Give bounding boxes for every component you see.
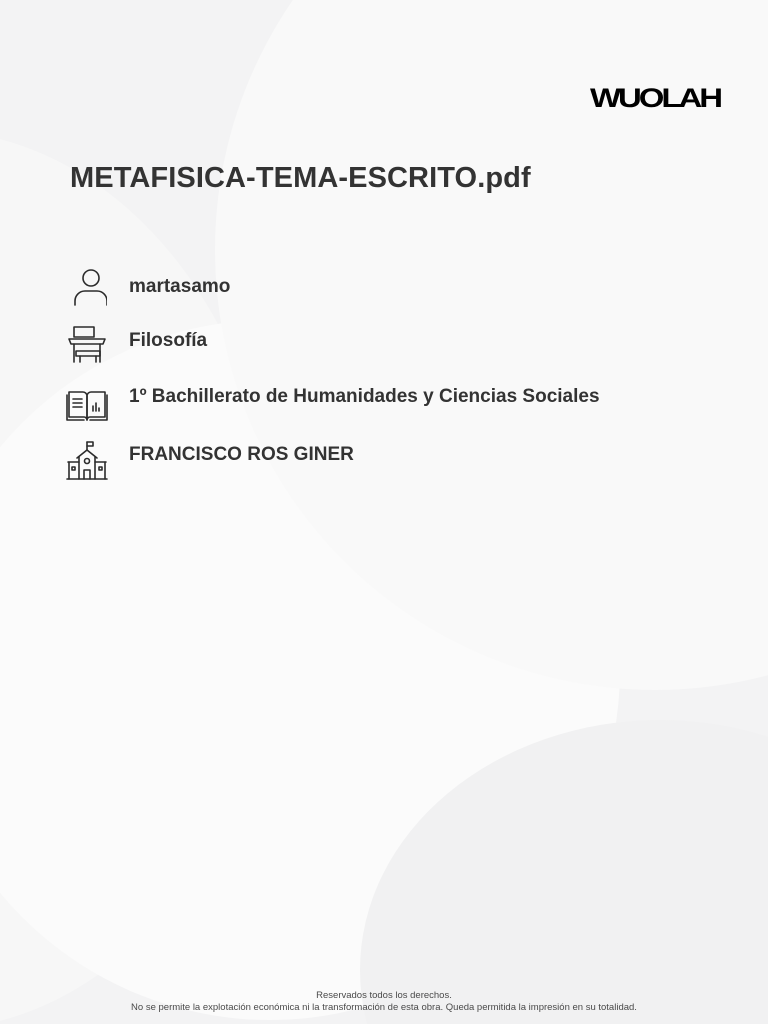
school-icon [66, 440, 108, 482]
footer-license: No se permite la explotación económica ni la transformación de esta obra. Queda permitida la impresión en su totalidad. [131, 1002, 637, 1013]
subject-name: Filosofía [129, 330, 208, 351]
user-icon [66, 266, 108, 308]
footer-rights: Reservados todos los derechos. [316, 990, 452, 1001]
desk-icon [66, 324, 108, 366]
meta-row-user [66, 266, 231, 308]
wuolah-logo [590, 84, 722, 110]
document-title: METAFISICA-TEMA-ESCRITO.pdf [70, 162, 531, 194]
meta-row-school [66, 440, 354, 482]
book-icon [66, 384, 108, 426]
school-name: FRANCISCO ROS GINER [129, 444, 354, 465]
user-name: martasamo [129, 276, 231, 297]
footer-notice [0, 990, 768, 1014]
course-name: 1º Bachillerato de Humanidades y Ciencias Sociales [129, 386, 600, 407]
wuolah-logo-graphic [590, 84, 722, 110]
meta-row-course [66, 384, 600, 426]
meta-row-subject [66, 324, 208, 366]
wuolah-logo-text: WUOLAH [590, 84, 722, 110]
